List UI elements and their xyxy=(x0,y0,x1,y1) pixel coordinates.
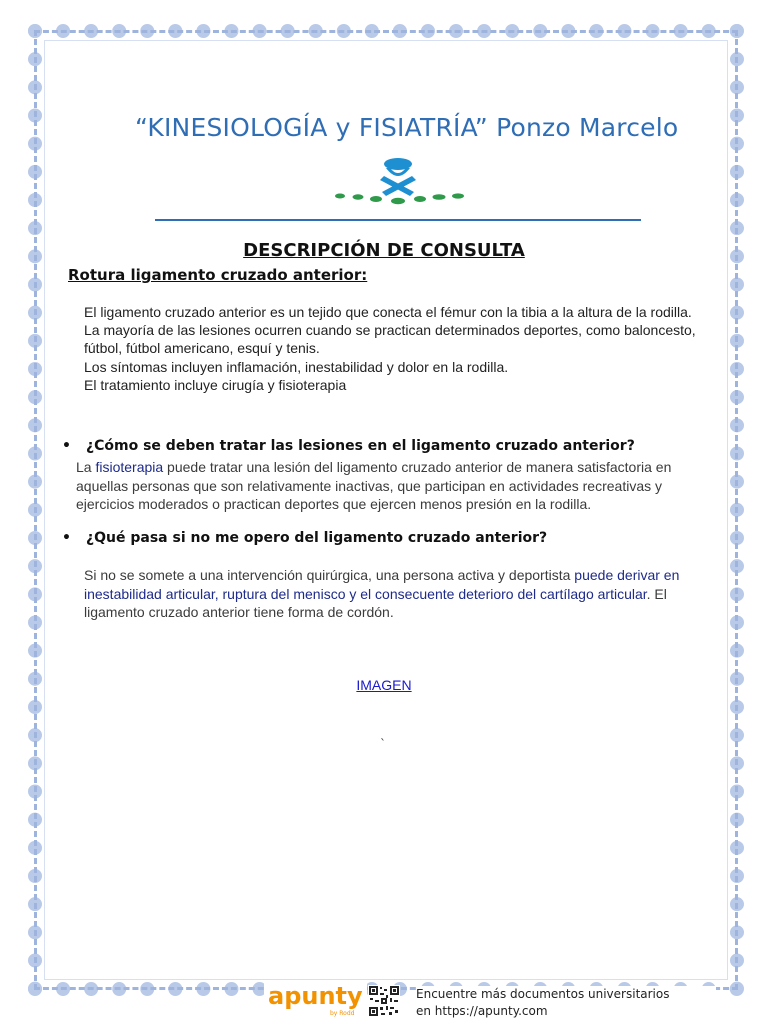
derivar-link-cont[interactable]: inestabilidad articular, ruptura del menisco y el consecuente deterioro del cartílago articular xyxy=(84,585,647,602)
qr-code-icon[interactable] xyxy=(368,985,400,1017)
derivar-link[interactable]: puede derivar en xyxy=(574,567,680,583)
apunty-logo-sub: by Rodd xyxy=(330,1010,355,1017)
fisioterapia-link[interactable]: fisioterapia xyxy=(95,459,164,475)
answer-paragraph xyxy=(84,566,724,622)
bullet: • xyxy=(62,530,71,546)
intro-line: fútbol, fútbol americano, esquí y tenis. xyxy=(84,340,320,357)
header-divider xyxy=(155,219,641,221)
answer-text: . El xyxy=(646,585,667,602)
bullet: • xyxy=(62,438,71,454)
image-link-text[interactable]: IMAGEN xyxy=(356,677,412,693)
clinic-title: “KINESIOLOGÍA y FISIATRÍA” Ponzo Marcelo xyxy=(135,113,679,142)
stray-mark: ` xyxy=(380,737,386,751)
document-title: DESCRIPCIÓN DE CONSULTA xyxy=(243,240,525,261)
logo-icon xyxy=(318,152,478,208)
footer-promo xyxy=(416,986,716,1020)
answer-line: ejercicios moderados o practican deportes que ejercen menos presión en la rodilla. xyxy=(76,496,592,512)
question-text: ¿Cómo se deben tratar las lesiones en el ligamento cruzado anterior? xyxy=(86,438,635,454)
answer-paragraph xyxy=(76,458,716,514)
intro-paragraph xyxy=(84,303,724,394)
question-heading xyxy=(62,438,635,454)
intro-line: La mayoría de las lesiones ocurren cuando se practican determinados deportes, como baloncesto, xyxy=(84,322,696,339)
answer-line: ligamento cruzado anterior tiene forma de cordón. xyxy=(84,604,394,620)
intro-line: Los síntomas incluyen inflamación, inestabilidad y dolor en la rodilla. xyxy=(84,358,509,375)
answer-text: La xyxy=(76,459,96,475)
answer-text: puede tratar una lesión del ligamento cruzado anterior de manera satisfactoria en xyxy=(163,459,672,475)
section-title: Rotura ligamento cruzado anterior: xyxy=(68,266,368,284)
apunty-logo[interactable]: apunty xyxy=(264,982,367,1010)
footer-url[interactable]: en https://apunty.com xyxy=(416,1004,548,1018)
question-heading xyxy=(62,530,547,546)
answer-line: aquellas personas que son relativamente inactivas, que participan en actividades recreativas y xyxy=(76,477,663,494)
image-link[interactable] xyxy=(0,677,768,693)
intro-line: El tratamiento incluye cirugía y fisioterapia xyxy=(84,376,347,393)
intro-line: El ligamento cruzado anterior es un tejido que conecta el fémur con la tibia a la altura de la rodilla. xyxy=(84,304,692,320)
question-text: ¿Qué pasa si no me opero del ligamento cruzado anterior? xyxy=(86,530,548,546)
answer-text: Si no se somete a una intervención quirúrgica, una persona activa y deportista xyxy=(84,567,575,583)
footer-line: Encuentre más documentos universitarios xyxy=(416,987,670,1001)
